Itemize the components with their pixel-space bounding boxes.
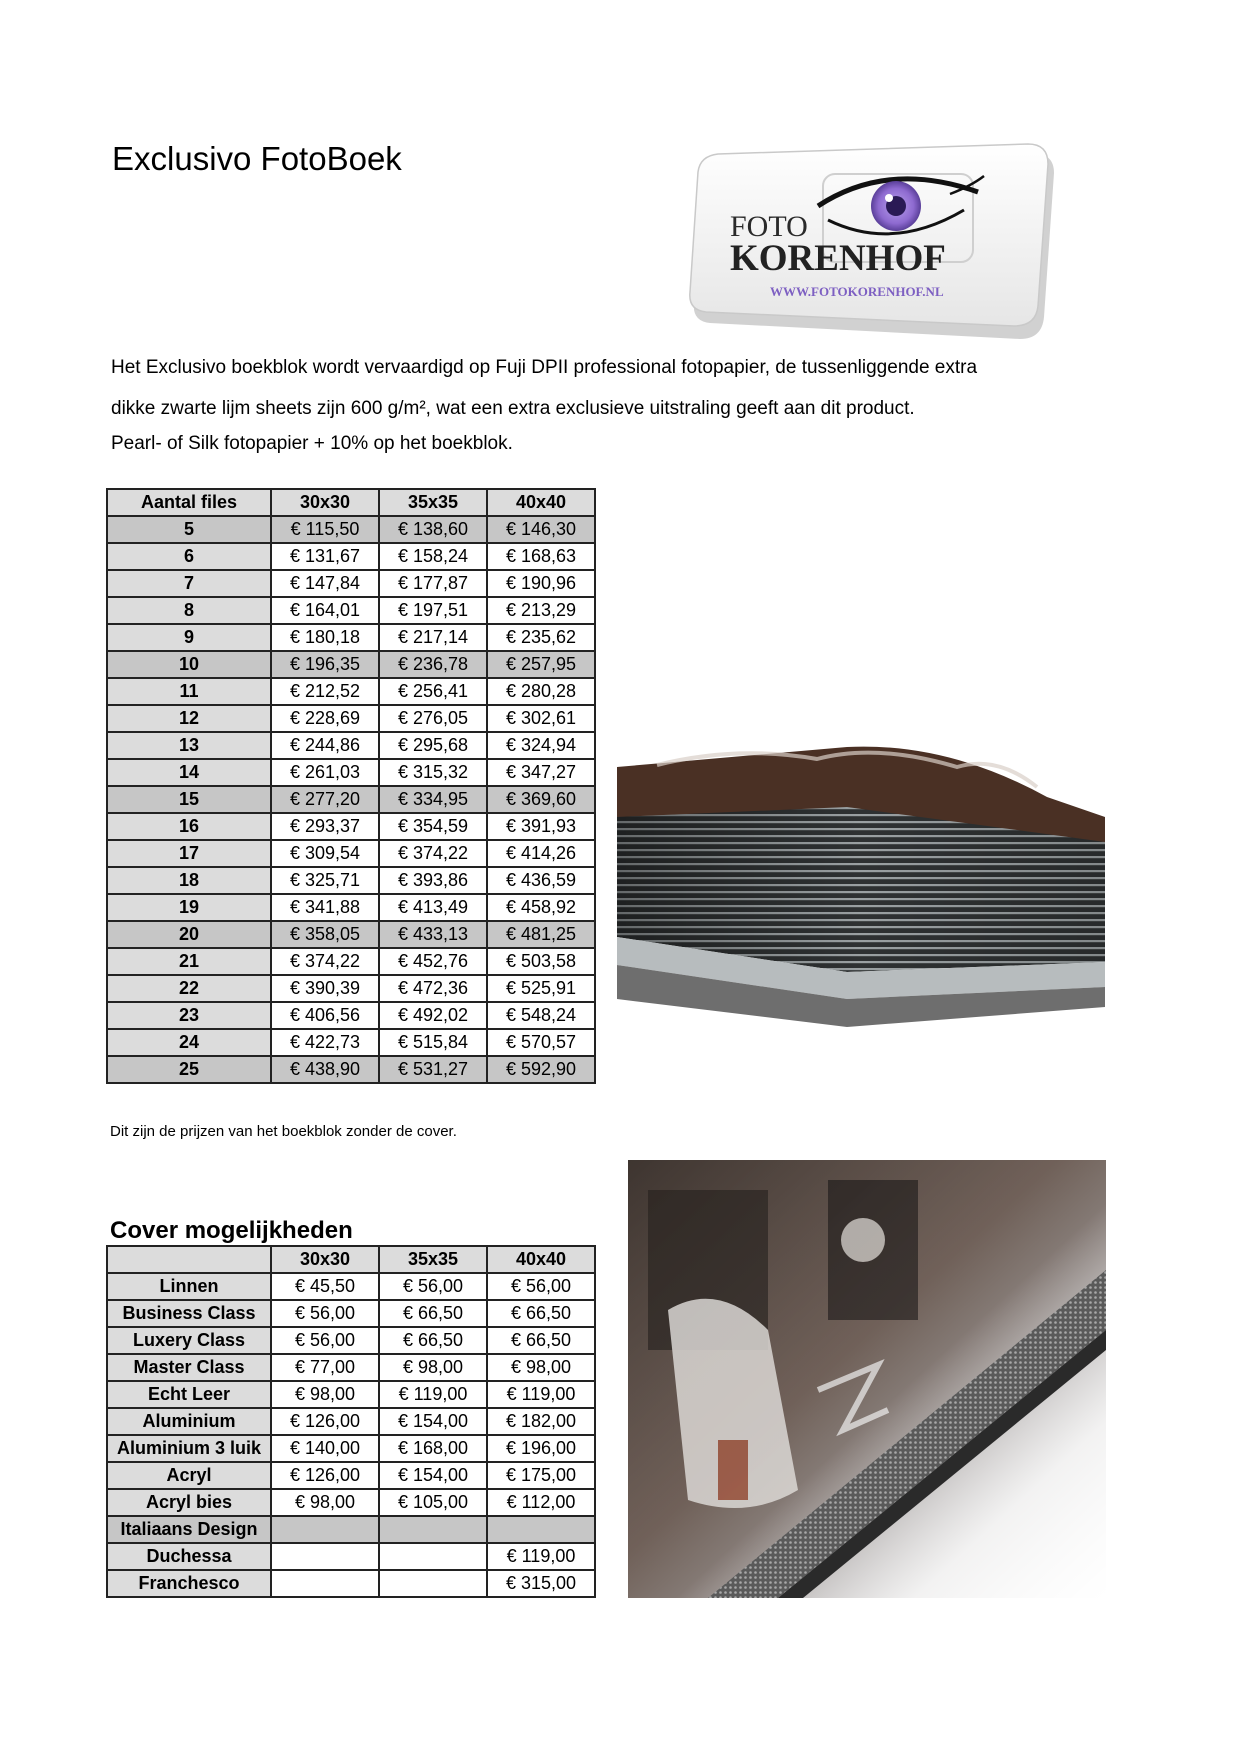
cover-price-cell: € 66,50: [487, 1300, 595, 1327]
files-label-cell: 7: [107, 570, 271, 597]
cover-label-cell: Aluminium 3 luik: [107, 1435, 271, 1462]
files-label-cell: 24: [107, 1029, 271, 1056]
cover-price-cell: € 112,00: [487, 1489, 595, 1516]
cover-price-cell: € 98,00: [271, 1381, 379, 1408]
cover-price-cell: [379, 1570, 487, 1597]
files-price-cell: € 570,57: [487, 1029, 595, 1056]
intro-line-3: Pearl- of Silk fotopapier + 10% op het boekblok.: [111, 433, 513, 454]
cover-price-cell: € 315,00: [487, 1570, 595, 1597]
intro-line-2: dikke zwarte lijm sheets zijn 600 g/m², wat een extra exclusieve uitstraling geeft aan dit product.: [111, 398, 915, 419]
table-row: [107, 678, 595, 705]
column-header: 30x30: [271, 489, 379, 516]
cover-price-cell: € 66,50: [379, 1300, 487, 1327]
files-price-cell: € 256,41: [379, 678, 487, 705]
intro-line-1: Het Exclusivo boekblok wordt vervaardigd op Fuji DPII professional fotopapier, de tussenliggende extra: [111, 357, 978, 378]
cover-price-cell: € 56,00: [271, 1300, 379, 1327]
table-note: Dit zijn de prijzen van het boekblok zonder de cover.: [110, 1123, 457, 1140]
files-price-cell: € 452,76: [379, 948, 487, 975]
files-price-cell: € 196,35: [271, 651, 379, 678]
files-price-cell: € 213,29: [487, 597, 595, 624]
files-price-cell: € 115,50: [271, 516, 379, 543]
files-price-cell: € 369,60: [487, 786, 595, 813]
cover-price-cell: € 182,00: [487, 1408, 595, 1435]
column-header: 35x35: [379, 489, 487, 516]
table-row: [107, 651, 595, 678]
table-row: [107, 1354, 595, 1381]
cover-label-cell: Acryl bies: [107, 1489, 271, 1516]
table-row: [107, 975, 595, 1002]
files-price-cell: € 390,39: [271, 975, 379, 1002]
files-price-cell: € 525,91: [487, 975, 595, 1002]
files-price-cell: € 422,73: [271, 1029, 379, 1056]
cover-price-cell: € 175,00: [487, 1462, 595, 1489]
files-price-cell: € 177,87: [379, 570, 487, 597]
files-price-cell: € 406,56: [271, 1002, 379, 1029]
cover-price-cell: € 196,00: [487, 1435, 595, 1462]
files-price-cell: € 180,18: [271, 624, 379, 651]
cover-heading: Cover mogelijkheden: [110, 1217, 353, 1244]
cover-price-cell: € 126,00: [271, 1408, 379, 1435]
column-header: [107, 1246, 271, 1273]
files-label-cell: 15: [107, 786, 271, 813]
cover-price-cell: € 126,00: [271, 1462, 379, 1489]
files-label-cell: 16: [107, 813, 271, 840]
table-row: [107, 543, 595, 570]
table-row: [107, 1029, 595, 1056]
files-price-cell: € 217,14: [379, 624, 487, 651]
book-block-photo: [617, 737, 1105, 1035]
files-price-cell: € 131,67: [271, 543, 379, 570]
table-row: [107, 1570, 595, 1597]
cover-price-cell: € 77,00: [271, 1354, 379, 1381]
cover-price-cell: € 105,00: [379, 1489, 487, 1516]
table-row: [107, 1327, 595, 1354]
table-row: [107, 921, 595, 948]
cover-label-cell: Franchesco: [107, 1570, 271, 1597]
cover-label-cell: Luxery Class: [107, 1327, 271, 1354]
files-price-cell: € 146,30: [487, 516, 595, 543]
files-price-cell: € 309,54: [271, 840, 379, 867]
cover-price-cell: [379, 1516, 487, 1543]
table-row: [107, 1273, 595, 1300]
files-label-cell: 25: [107, 1056, 271, 1083]
files-price-cell: € 481,25: [487, 921, 595, 948]
table-row: [107, 1435, 595, 1462]
files-price-cell: € 436,59: [487, 867, 595, 894]
cover-photo: [628, 1160, 1106, 1598]
files-price-cell: € 393,86: [379, 867, 487, 894]
logo-url: WWW.FOTOKORENHOF.NL: [770, 284, 944, 299]
files-price-cell: € 147,84: [271, 570, 379, 597]
table-row: [107, 813, 595, 840]
files-price-cell: € 341,88: [271, 894, 379, 921]
table-row: [107, 516, 595, 543]
files-price-cell: € 295,68: [379, 732, 487, 759]
table-row: [107, 1056, 595, 1083]
table-row: [107, 759, 595, 786]
files-label-cell: 18: [107, 867, 271, 894]
files-label-cell: 22: [107, 975, 271, 1002]
cover-price-cell: € 56,00: [379, 1273, 487, 1300]
cover-label-cell: Master Class: [107, 1354, 271, 1381]
files-price-cell: € 236,78: [379, 651, 487, 678]
table-row: [107, 840, 595, 867]
cover-price-cell: € 119,00: [487, 1381, 595, 1408]
cover-price-cell: € 119,00: [379, 1381, 487, 1408]
files-price-cell: € 261,03: [271, 759, 379, 786]
cover-price-table: [106, 1245, 596, 1598]
files-price-cell: € 458,92: [487, 894, 595, 921]
table-row: [107, 705, 595, 732]
files-label-cell: 6: [107, 543, 271, 570]
files-price-cell: € 391,93: [487, 813, 595, 840]
files-price-cell: € 212,52: [271, 678, 379, 705]
files-price-cell: € 190,96: [487, 570, 595, 597]
cover-label-cell: Aluminium: [107, 1408, 271, 1435]
column-header: 40x40: [487, 1246, 595, 1273]
files-label-cell: 10: [107, 651, 271, 678]
table-row: [107, 732, 595, 759]
files-price-cell: € 433,13: [379, 921, 487, 948]
files-price-cell: € 515,84: [379, 1029, 487, 1056]
files-price-cell: € 235,62: [487, 624, 595, 651]
files-price-cell: € 503,58: [487, 948, 595, 975]
cover-price-cell: € 45,50: [271, 1273, 379, 1300]
cover-price-cell: [487, 1516, 595, 1543]
table-row: [107, 1489, 595, 1516]
files-price-cell: € 354,59: [379, 813, 487, 840]
files-price-cell: € 472,36: [379, 975, 487, 1002]
table-row: [107, 1002, 595, 1029]
cover-price-cell: € 98,00: [487, 1354, 595, 1381]
files-price-cell: € 277,20: [271, 786, 379, 813]
files-label-cell: 23: [107, 1002, 271, 1029]
files-price-cell: € 197,51: [379, 597, 487, 624]
cover-label-cell: Italiaans Design: [107, 1516, 271, 1543]
files-label-cell: 12: [107, 705, 271, 732]
files-price-cell: € 168,63: [487, 543, 595, 570]
table-row: [107, 1408, 595, 1435]
files-price-cell: € 438,90: [271, 1056, 379, 1083]
cover-price-cell: € 66,50: [379, 1327, 487, 1354]
table-row: [107, 1381, 595, 1408]
files-label-cell: 5: [107, 516, 271, 543]
cover-price-cell: € 56,00: [271, 1327, 379, 1354]
files-price-cell: € 592,90: [487, 1056, 595, 1083]
files-price-cell: € 531,27: [379, 1056, 487, 1083]
cover-price-cell: € 119,00: [487, 1543, 595, 1570]
files-price-cell: € 138,60: [379, 516, 487, 543]
table-header-row: [107, 1246, 595, 1273]
cover-price-cell: € 66,50: [487, 1327, 595, 1354]
cover-price-cell: € 98,00: [379, 1354, 487, 1381]
logo-text-foto: FOTO: [730, 210, 808, 243]
cover-label-cell: Acryl: [107, 1462, 271, 1489]
cover-price-cell: [271, 1570, 379, 1597]
table-row: [107, 948, 595, 975]
files-price-cell: € 315,32: [379, 759, 487, 786]
files-label-cell: 20: [107, 921, 271, 948]
files-price-cell: € 158,24: [379, 543, 487, 570]
files-price-cell: € 302,61: [487, 705, 595, 732]
files-price-cell: € 492,02: [379, 1002, 487, 1029]
cover-price-cell: [379, 1543, 487, 1570]
logo-text-korenhof: KORENHOF: [730, 238, 946, 279]
files-label-cell: 19: [107, 894, 271, 921]
files-price-cell: € 414,26: [487, 840, 595, 867]
cover-price-cell: € 154,00: [379, 1462, 487, 1489]
files-price-cell: € 334,95: [379, 786, 487, 813]
files-price-cell: € 413,49: [379, 894, 487, 921]
files-price-cell: € 228,69: [271, 705, 379, 732]
table-row: [107, 570, 595, 597]
column-header: 40x40: [487, 489, 595, 516]
files-price-cell: € 548,24: [487, 1002, 595, 1029]
cover-price-cell: € 140,00: [271, 1435, 379, 1462]
files-price-cell: € 280,28: [487, 678, 595, 705]
cover-price-cell: € 154,00: [379, 1408, 487, 1435]
table-row: [107, 867, 595, 894]
table-row: [107, 786, 595, 813]
column-header: 30x30: [271, 1246, 379, 1273]
cover-price-cell: € 168,00: [379, 1435, 487, 1462]
files-price-cell: € 257,95: [487, 651, 595, 678]
files-label-cell: 13: [107, 732, 271, 759]
cover-label-cell: Linnen: [107, 1273, 271, 1300]
files-label-cell: 9: [107, 624, 271, 651]
table-row: [107, 1462, 595, 1489]
files-price-cell: € 374,22: [271, 948, 379, 975]
files-price-cell: € 358,05: [271, 921, 379, 948]
column-header: 35x35: [379, 1246, 487, 1273]
files-price-cell: € 164,01: [271, 597, 379, 624]
files-price-cell: € 244,86: [271, 732, 379, 759]
foto-korenhof-logo: [688, 140, 1063, 340]
files-label-cell: 17: [107, 840, 271, 867]
cover-label-cell: Echt Leer: [107, 1381, 271, 1408]
cover-price-cell: € 98,00: [271, 1489, 379, 1516]
files-label-cell: 8: [107, 597, 271, 624]
files-label-cell: 14: [107, 759, 271, 786]
table-row: [107, 624, 595, 651]
table-row: [107, 1300, 595, 1327]
table-row: [107, 1543, 595, 1570]
table-row: [107, 894, 595, 921]
files-price-cell: € 324,94: [487, 732, 595, 759]
cover-label-cell: Business Class: [107, 1300, 271, 1327]
files-price-cell: € 347,27: [487, 759, 595, 786]
files-price-cell: € 293,37: [271, 813, 379, 840]
files-price-cell: € 325,71: [271, 867, 379, 894]
files-price-cell: € 374,22: [379, 840, 487, 867]
table-row: [107, 1516, 595, 1543]
cover-price-cell: [271, 1543, 379, 1570]
cover-price-cell: [271, 1516, 379, 1543]
table-row: [107, 597, 595, 624]
table-header-row: [107, 489, 595, 516]
boekblok-price-table: [106, 488, 596, 1084]
cover-label-cell: Duchessa: [107, 1543, 271, 1570]
files-price-cell: € 276,05: [379, 705, 487, 732]
files-label-cell: 21: [107, 948, 271, 975]
page-title: Exclusivo FotoBoek: [112, 140, 402, 177]
files-label-cell: 11: [107, 678, 271, 705]
column-header: Aantal files: [107, 489, 271, 516]
cover-price-cell: € 56,00: [487, 1273, 595, 1300]
